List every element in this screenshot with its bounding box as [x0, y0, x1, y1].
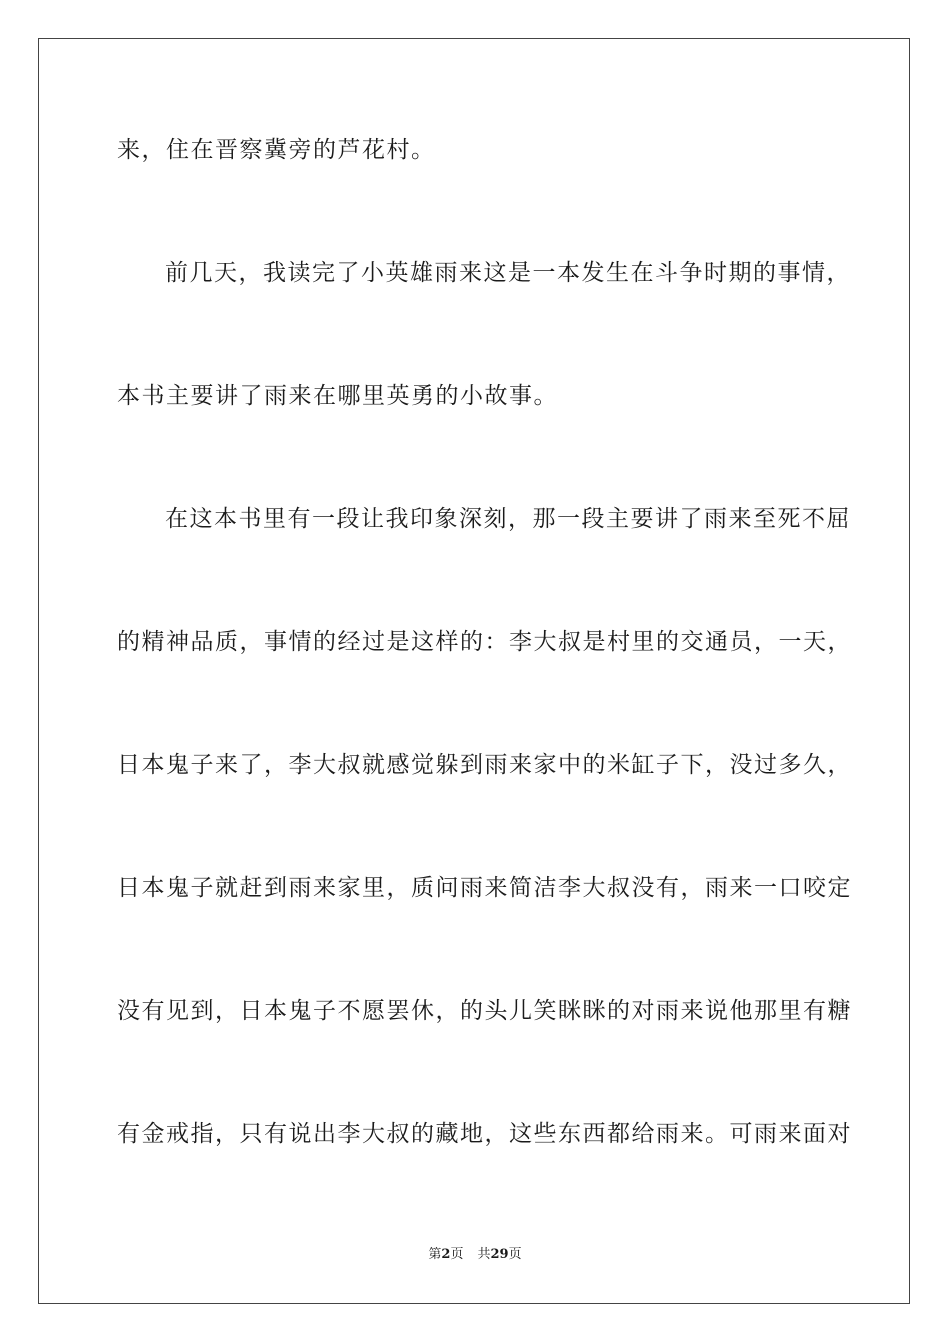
text-line-5: 的精神品质，事情的经过是这样的：李大叔是村里的交通员，一天，	[117, 629, 852, 655]
text-line-4: 在这本书里有一段让我印象深刻，那一段主要讲了雨来至死不屈	[165, 506, 851, 532]
text-line-2: 前几天，我读完了小英雄雨来这是一本发生在斗争时期的事情，	[165, 260, 851, 286]
text-line-8: 没有见到，日本鬼子不愿罢休，的头儿笑眯眯的对雨来说他那里有糖	[117, 998, 852, 1024]
text-line-3: 本书主要讲了雨来在哪里英勇的小故事。	[117, 383, 558, 409]
text-line-6: 日本鬼子来了，李大叔就感觉躲到雨来家中的米缸子下，没过多久，	[117, 752, 852, 778]
total-label-suffix: 页	[508, 1247, 522, 1262]
page-number: 2	[441, 1247, 451, 1262]
text-line-1: 来，住在晋察冀旁的芦花村。	[117, 137, 436, 163]
total-pages: 29	[490, 1247, 509, 1262]
page-label-prefix: 第	[428, 1247, 442, 1262]
page-label-suffix: 页	[450, 1247, 464, 1262]
page-footer	[0, 1246, 950, 1264]
text-line-7: 日本鬼子就赶到雨来家里，质问雨来简洁李大叔没有，雨来一口咬定	[117, 875, 852, 901]
text-line-9: 有金戒指，只有说出李大叔的藏地，这些东西都给雨来。可雨来面对	[117, 1121, 852, 1147]
page-border	[38, 38, 910, 1304]
total-label-prefix: 共	[477, 1247, 491, 1262]
